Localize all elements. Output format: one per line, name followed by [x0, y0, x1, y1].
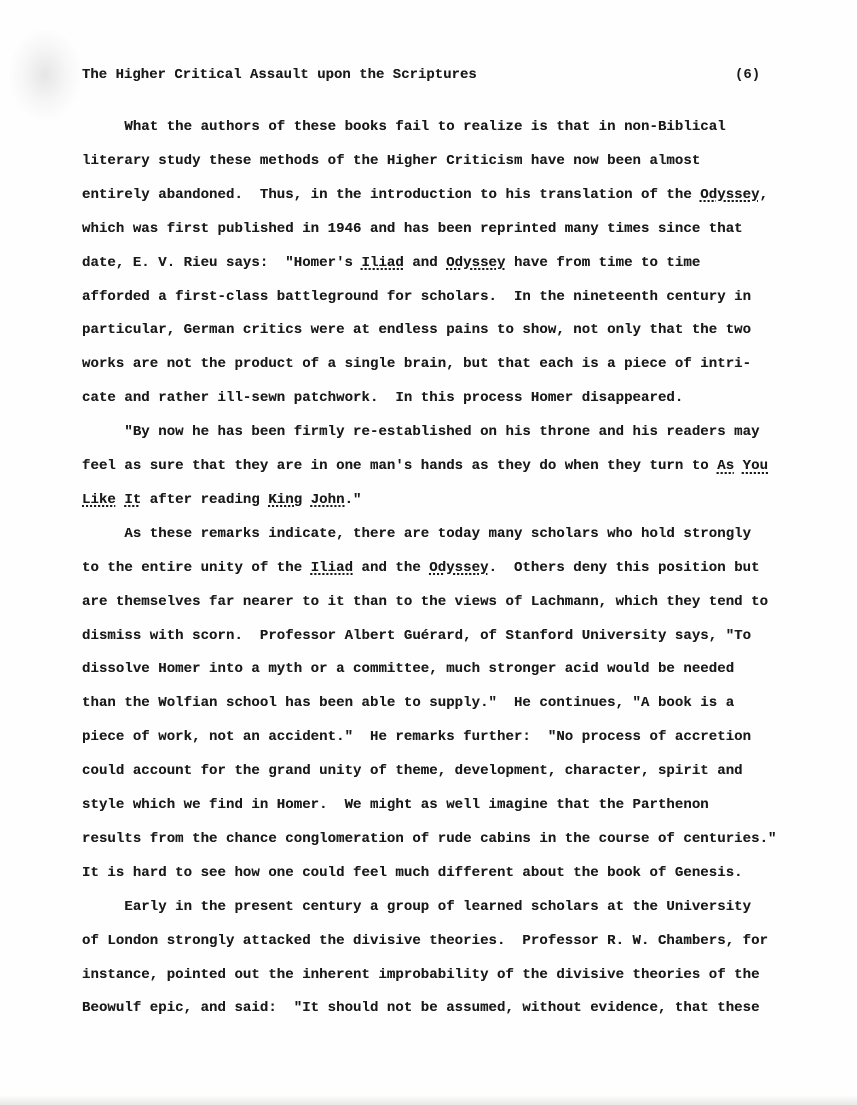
text-segment: ,	[759, 186, 769, 203]
underlined-title: Like	[82, 491, 116, 508]
text-line	[82, 118, 726, 136]
text-line	[82, 660, 734, 678]
underlined-title: John	[310, 491, 345, 508]
text-segment: works are not the product of a single brain, but that each is a piece of intri-	[82, 356, 752, 373]
text-segment: dissolve Homer into a myth or a committee, much stronger acid would be needed	[82, 661, 735, 678]
text-line	[82, 694, 734, 712]
text-line	[82, 796, 709, 814]
underlined-title: Odyssey	[700, 186, 760, 203]
text-segment: after reading	[141, 491, 269, 508]
underlined-title: You	[742, 458, 769, 474]
page-header-title: The Higher Critical Assault upon the Scriptures	[82, 67, 477, 83]
text-segment: and the	[353, 559, 430, 576]
text-line	[82, 355, 751, 373]
text-line	[82, 864, 743, 882]
text-segment: What the authors of these books fail to realize is that in non-Biblical	[82, 119, 726, 135]
text-segment: of London strongly attacked the divisive theories. Professor R. W. Chambers, for	[82, 932, 769, 949]
text-line	[82, 762, 743, 780]
text-segment	[116, 492, 124, 508]
text-segment	[734, 458, 742, 474]
text-segment: cate and rather ill-sewn patchwork. In this process Homer disappeared.	[82, 390, 684, 407]
text-segment: Early in the present century a group of learned scholars at the University	[82, 898, 752, 915]
text-segment: piece of work, not an accident." He remarks further: "No process of accretion	[82, 729, 752, 746]
text-line	[82, 999, 760, 1017]
text-line	[82, 220, 743, 238]
text-segment: which was first published in 1946 and has been reprinted many times since that	[82, 220, 743, 237]
text-line	[82, 966, 760, 984]
text-segment: Beowulf epic, and said: "It should not be assumed, without evidence, that these	[82, 1000, 760, 1017]
underlined-title: King	[268, 491, 303, 508]
text-segment: are themselves far nearer to it than to the views of Lachmann, which they tend to	[82, 593, 769, 610]
text-segment: particular, German critics were at endless pains to show, not only that the two	[82, 322, 752, 339]
text-segment: literary study these methods of the Higher Criticism have now been almost	[82, 152, 701, 169]
text-segment: instance, pointed out the inherent improbability of the divisive theories of the	[82, 966, 760, 983]
underlined-title: Odyssey	[446, 254, 506, 271]
text-segment: ."	[344, 491, 362, 508]
text-segment: entirely abandoned. Thus, in the introduction to his translation of the	[82, 186, 701, 203]
text-segment: dismiss with scorn. Professor Albert Guérard, of Stanford University says, "To	[82, 627, 752, 644]
text-line	[82, 728, 751, 746]
text-line	[82, 932, 768, 950]
text-segment: have from time to time	[505, 254, 701, 271]
text-segment: to the entire unity of the	[82, 559, 311, 576]
scan-edge	[0, 1095, 857, 1105]
text-segment: It is hard to see how one could feel much different about the book of Genesis.	[82, 864, 743, 881]
underlined-title: Iliad	[310, 559, 354, 576]
page-number: (6)	[735, 67, 761, 83]
underlined-title: As	[717, 458, 735, 474]
text-segment: date, E. V. Rieu says: "Homer's	[82, 254, 362, 271]
text-segment: feel as sure that they are in one man's hands as they do when they turn to	[82, 458, 718, 474]
text-line	[82, 254, 700, 272]
text-line	[82, 898, 751, 916]
text-line	[82, 389, 683, 407]
underlined-title: Iliad	[361, 254, 404, 271]
text-line	[82, 491, 362, 509]
underlined-title: Odyssey	[429, 559, 489, 576]
text-line	[82, 457, 768, 475]
scan-speckle	[10, 30, 80, 120]
text-segment: than the Wolfian school has been able to supply." He continues, "A book is a	[82, 695, 735, 712]
text-line	[82, 525, 751, 543]
text-segment: style which we find in Homer. We might as well imagine that the Parthenon	[82, 797, 709, 813]
text-line	[82, 627, 751, 645]
text-segment: could account for the grand unity of theme, development, character, spirit and	[82, 763, 743, 780]
text-line	[82, 152, 700, 170]
text-line	[82, 830, 777, 848]
text-segment: afforded a first-class battleground for scholars. In the nineteenth century in	[82, 288, 752, 305]
text-segment: "By now he has been firmly re-established on his throne and his readers may	[82, 424, 760, 441]
text-line	[82, 288, 751, 306]
text-line	[82, 593, 768, 611]
text-segment: As these remarks indicate, there are today many scholars who hold strongly	[82, 525, 752, 542]
text-line	[82, 423, 760, 441]
text-line	[82, 186, 768, 204]
text-line	[82, 321, 751, 339]
text-segment: results from the chance conglomeration of rude cabins in the course of centuries."	[82, 830, 777, 847]
underlined-title: It	[124, 491, 142, 508]
text-segment: and	[403, 254, 447, 271]
text-segment: . Others deny this position but	[488, 559, 760, 576]
text-line	[82, 559, 760, 577]
